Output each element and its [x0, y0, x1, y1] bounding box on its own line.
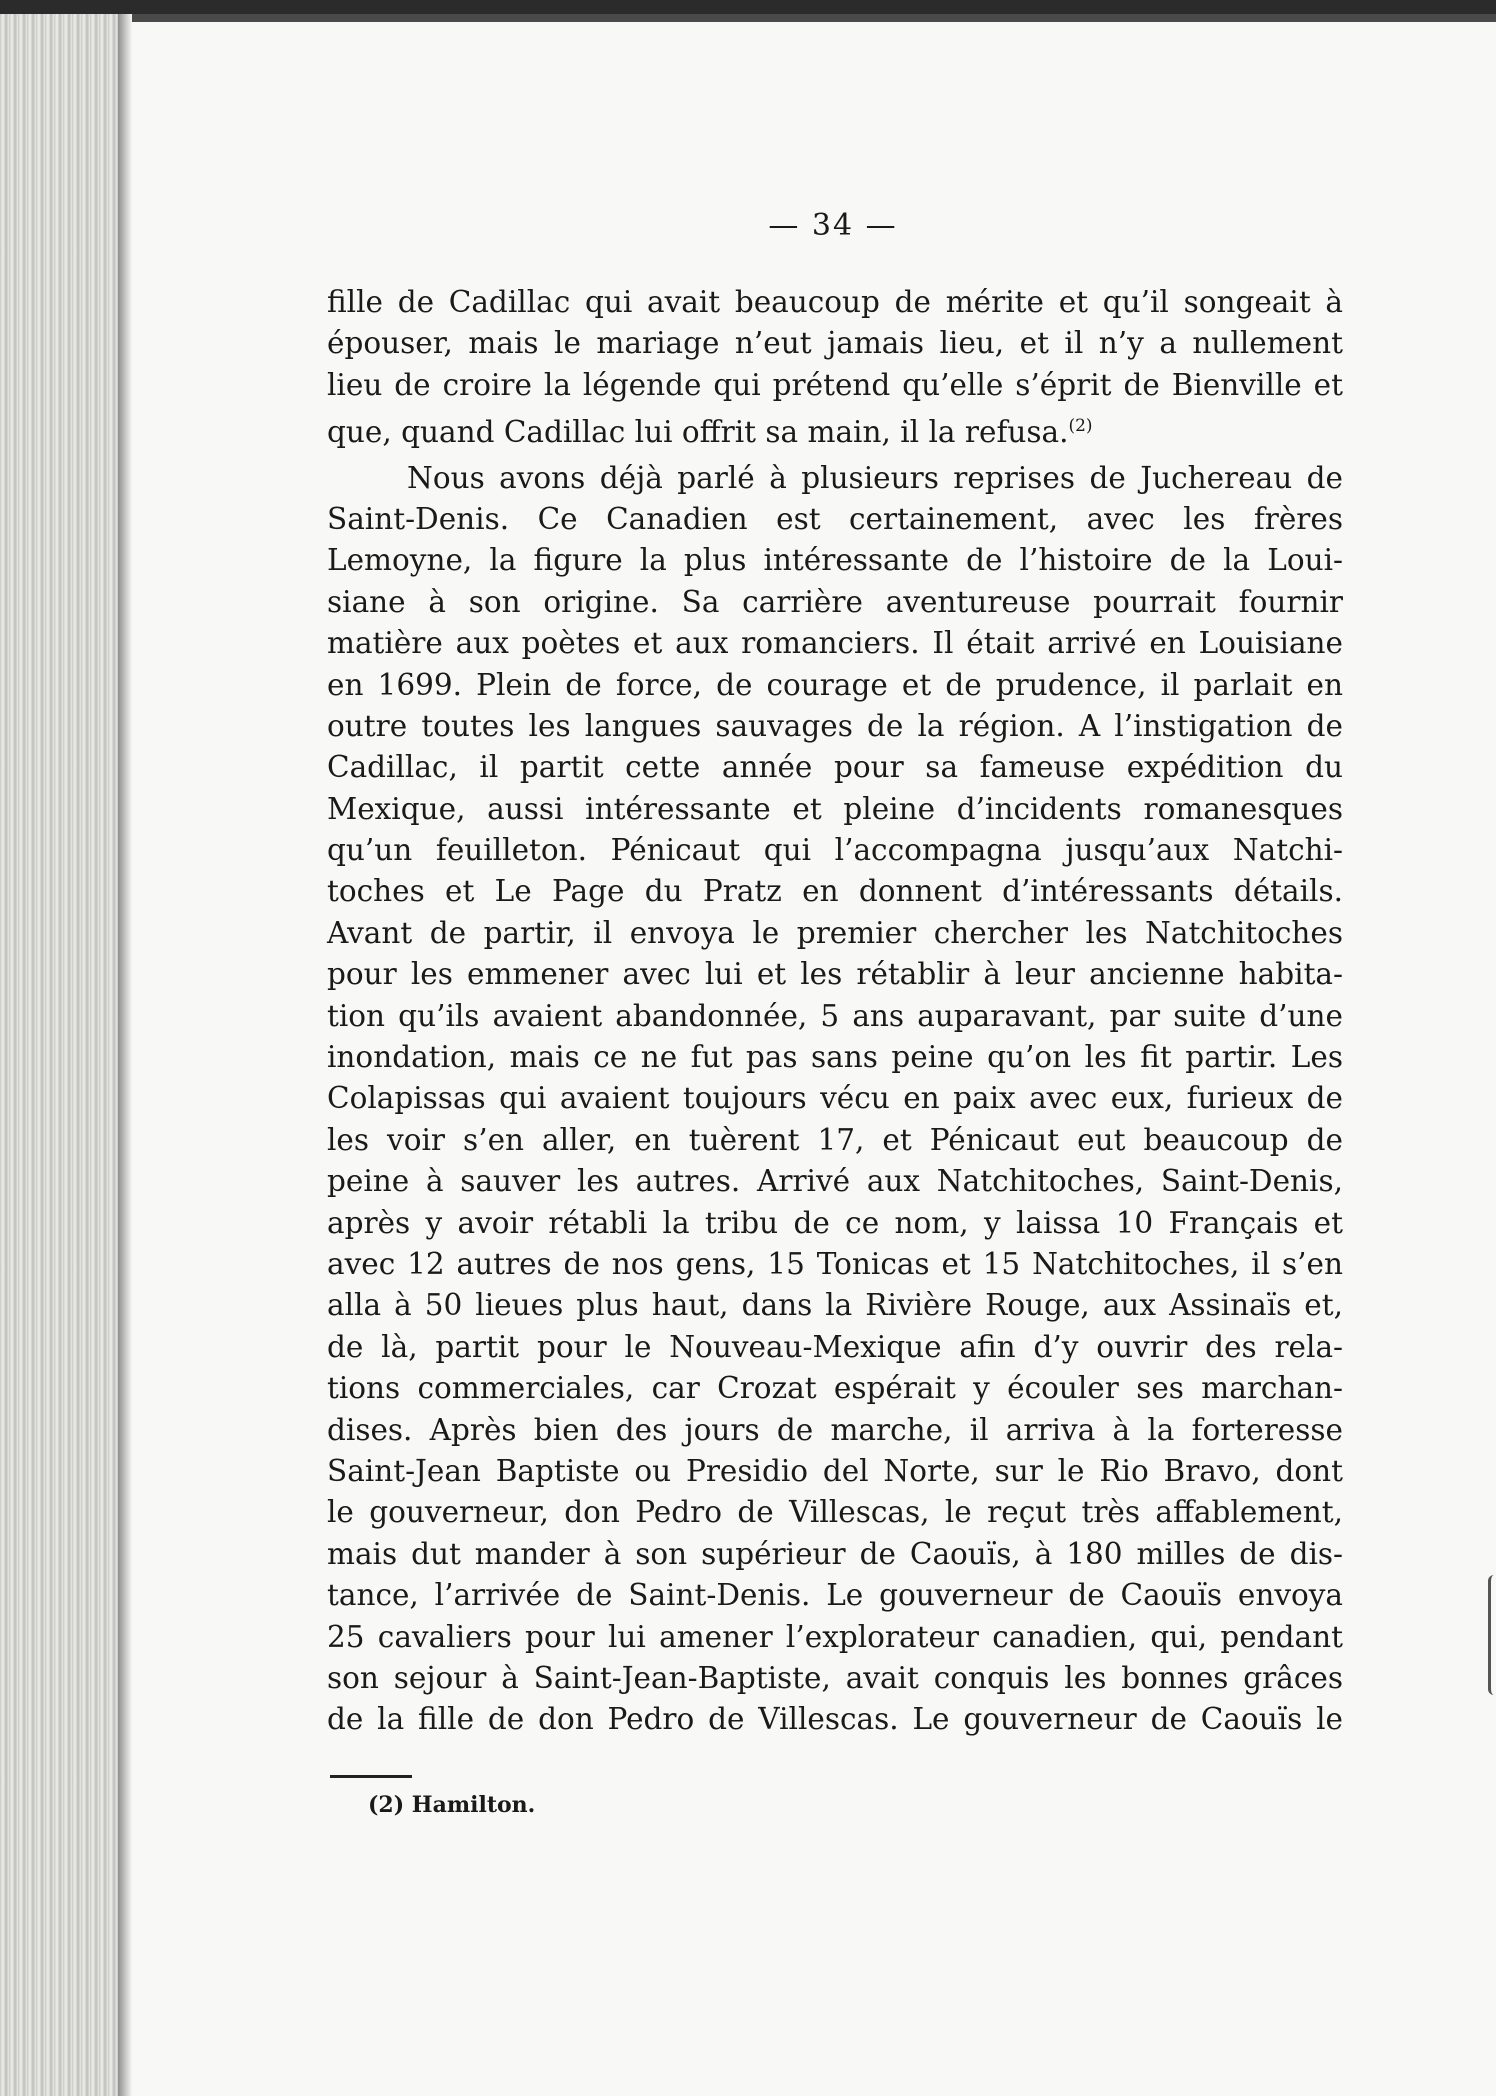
text-line: Saint-Jean Baptiste ou Presidio del Norte, sur le Rio Bravo, dont	[327, 1453, 1343, 1488]
paragraph-2	[327, 458, 1343, 1741]
text-line: qu’un feuilleton. Pénicaut qui l’accompagna jusqu’aux Natchi-	[327, 833, 1343, 868]
text-line: Saint-Denis. Ce Canadien est certainement, avec les frères	[327, 501, 1343, 536]
text-line: les voir s’en aller, en tuèrent 17, et Pénicaut eut beaucoup de	[327, 1122, 1343, 1157]
text-line: peine à sauver les autres. Arrivé aux Natchitoches, Saint-Denis,	[327, 1164, 1343, 1199]
scan-top-shadow	[120, 14, 1496, 22]
text-line: après y avoir rétabli la tribu de ce nom, y laissa 10 Français et	[327, 1205, 1343, 1240]
text-line: en 1699. Plein de force, de courage et de prudence, il parlait en	[327, 667, 1343, 702]
body-text	[327, 282, 1343, 1741]
text-line: Lemoyne, la figure la plus intéressante de l’histoire de la Loui-	[327, 543, 1343, 578]
text-line: outre toutes les langues sauvages de la région. A l’instigation de	[327, 708, 1343, 743]
text-line: matière aux poètes et aux romanciers. Il était arrivé en Louisiane	[327, 626, 1343, 661]
footnote-reference: (2)	[1068, 416, 1093, 437]
right-edge-mark	[1488, 1575, 1496, 1695]
text-line: le gouverneur, don Pedro de Villescas, le reçut très affablement,	[327, 1495, 1343, 1530]
text-line: que, quand Cadillac lui offrit sa main, il la refusa.	[327, 415, 1069, 449]
text-line: avec 12 autres de nos gens, 15 Tonicas et 15 Natchitoches, il s’en	[327, 1246, 1343, 1281]
text-line: de la fille de don Pedro de Villescas. Le gouverneur de Caouïs le	[327, 1702, 1343, 1737]
page-number: — 34 —	[768, 208, 898, 243]
text-line: Colapissas qui avaient toujours vécu en paix avec eux, furieux de	[327, 1081, 1343, 1116]
text-line: siane à son origine. Sa carrière aventureuse pourrait fournir	[327, 584, 1343, 619]
text-line: Cadillac, il partit cette année pour sa fameuse expédition du	[327, 750, 1343, 785]
text-line: lieu de croire la légende qui prétend qu’elle s’éprit de Bienville et	[327, 367, 1343, 402]
text-line: Nous avons déjà parlé à plusieurs reprises de Juchereau de	[407, 460, 1343, 495]
scan-top-border	[0, 0, 1496, 14]
text-line-with-note	[327, 406, 1343, 447]
text-line: son sejour à Saint-Jean-Baptiste, avait conquis les bonnes grâces	[327, 1660, 1343, 1695]
text-line: alla à 50 lieues plus haut, dans la Rivière Rouge, aux Assinaïs et,	[327, 1288, 1343, 1323]
text-line: Mexique, aussi intéressante et pleine d’incidents romanesques	[327, 791, 1343, 826]
page-edges	[0, 14, 128, 2096]
text-line: inondation, mais ce ne fut pas sans peine qu’on les fit partir. Les	[327, 1040, 1343, 1075]
text-line: 25 cavaliers pour lui amener l’explorateur canadien, qui, pendant	[327, 1619, 1343, 1654]
footnote-divider	[330, 1775, 412, 1778]
text-line: de là, partit pour le Nouveau-Mexique afin d’y ouvrir des rela-	[327, 1329, 1343, 1364]
footnote: (2) Hamilton.	[368, 1792, 536, 1818]
text-line: fille de Cadillac qui avait beaucoup de mérite et qu’il songeait à	[327, 285, 1343, 319]
text-line: dises. Après bien des jours de marche, il arriva à la forteresse	[327, 1412, 1343, 1447]
text-line: tion qu’ils avaient abandonnée, 5 ans auparavant, par suite d’une	[327, 998, 1343, 1033]
text-line: tance, l’arrivée de Saint-Denis. Le gouverneur de Caouïs envoya	[327, 1578, 1343, 1613]
text-line: épouser, mais le mariage n’eut jamais lieu, et il n’y a nullement	[327, 326, 1343, 361]
text-line: pour les emmener avec lui et les rétablir à leur ancienne habita-	[327, 957, 1343, 992]
paragraph-1	[327, 282, 1343, 448]
text-line: toches et Le Page du Pratz en donnent d’intéressants détails.	[327, 874, 1343, 909]
text-line: tions commerciales, car Crozat espérait y écouler ses marchan-	[327, 1371, 1343, 1406]
binding-shadow	[118, 14, 132, 2096]
text-line: mais dut mander à son supérieur de Caouïs, à 180 milles de dis-	[327, 1536, 1343, 1571]
text-line: Avant de partir, il envoya le premier chercher les Natchitoches	[327, 915, 1343, 950]
